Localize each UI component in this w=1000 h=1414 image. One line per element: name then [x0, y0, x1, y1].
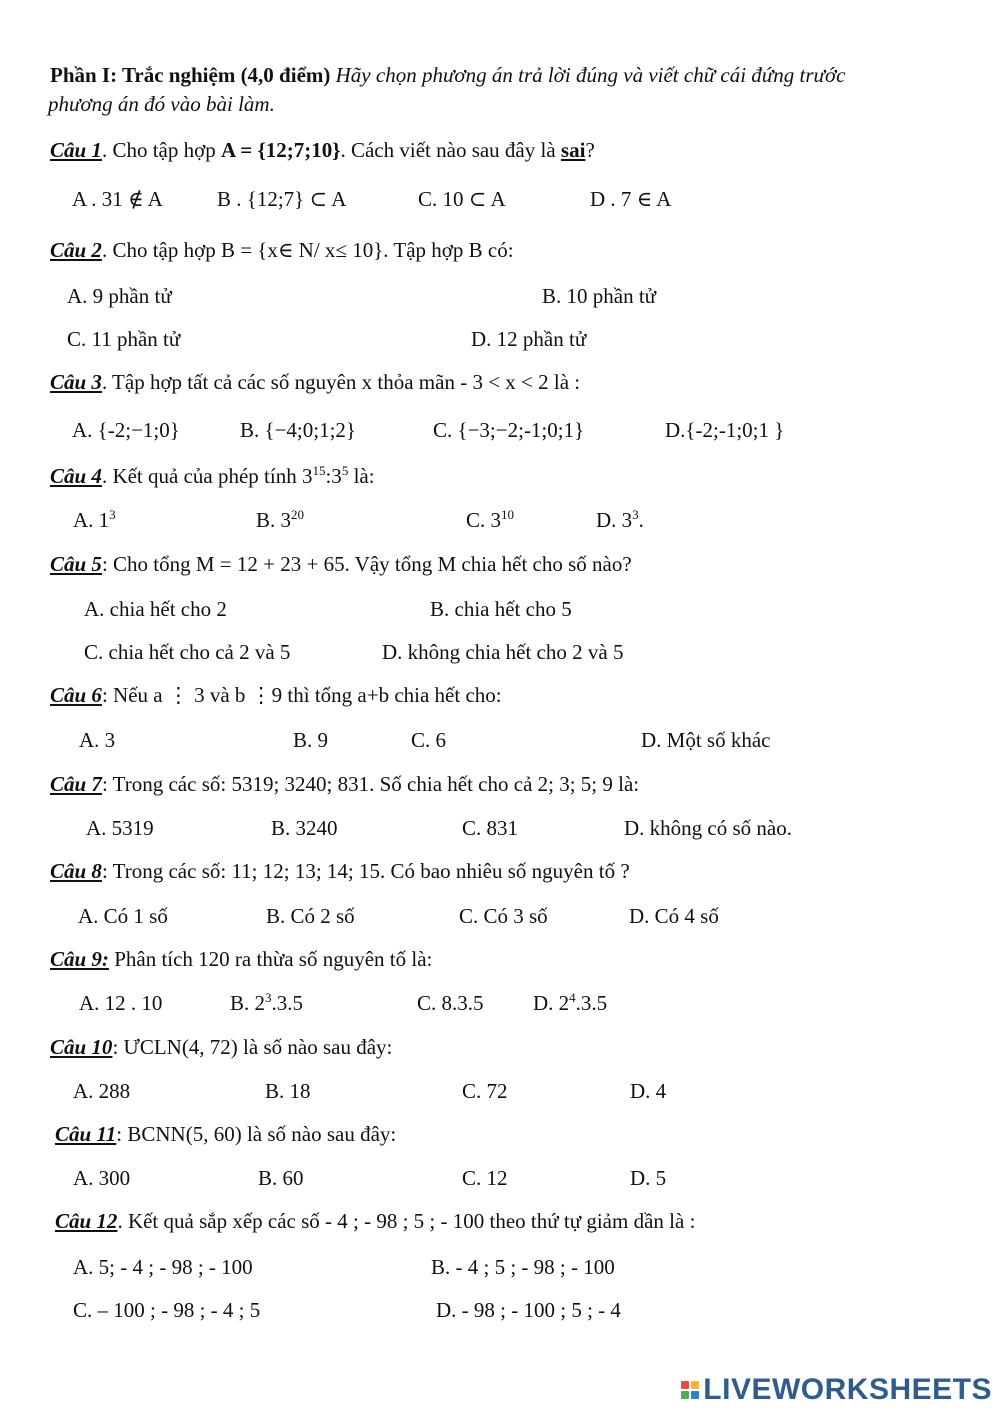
q11-option-b[interactable]: B. 60: [258, 1166, 304, 1190]
question-1-set: A = {12;7;10}: [220, 138, 341, 162]
q7-option-c[interactable]: C. 831: [462, 816, 519, 840]
part-instruction-2: phương án đó vào bài làm.: [48, 92, 275, 116]
question-3-label: Câu 3: [50, 370, 102, 394]
question-7-label: Câu 7: [50, 772, 102, 796]
question-4-exponent-1: 15: [312, 463, 326, 478]
q5-option-d[interactable]: D. không chia hết cho 2 và 5: [382, 640, 624, 664]
logo-square-4: [691, 1391, 699, 1399]
q9-option-d[interactable]: [533, 991, 607, 1016]
q2-option-c[interactable]: C. 11 phần tử: [67, 327, 181, 351]
q4-option-d-tail: .: [638, 508, 644, 532]
q9-option-b-exponent: 3: [265, 990, 272, 1005]
question-2-label: Câu 2: [50, 238, 102, 262]
question-1-label: Câu 1: [50, 138, 102, 162]
question-4-text-c: là:: [348, 464, 375, 488]
liveworksheets-logo: [681, 1372, 992, 1408]
q11-option-a[interactable]: A. 300: [73, 1166, 131, 1190]
q2-option-b[interactable]: B. 10 phần tử: [542, 284, 657, 308]
logo-square-3: [681, 1391, 689, 1399]
q9-option-d-tail: .3.5: [575, 991, 608, 1015]
q4-option-d[interactable]: [596, 508, 644, 533]
question-8-label: Câu 8: [50, 859, 102, 883]
question-4-text-a: . Kết quả của phép tính 3: [101, 464, 313, 488]
question-7: [50, 772, 639, 797]
q3-option-d[interactable]: D.{-2;-1;0;1 }: [665, 418, 785, 442]
q9-option-b-base: B. 2: [230, 991, 266, 1015]
q4-option-c-base: C. 3: [466, 508, 502, 532]
q6-option-c[interactable]: C. 6: [411, 728, 447, 752]
q9-option-d-exponent: 4: [569, 990, 576, 1005]
q12-option-d[interactable]: D. - 98 ; - 100 ; 5 ; - 4: [436, 1298, 621, 1322]
question-4-exponent-2: 5: [341, 463, 349, 478]
q4-option-c-exponent: 10: [501, 507, 515, 522]
question-11-label: Câu 11: [55, 1122, 117, 1146]
question-5-label: Câu 5: [50, 552, 102, 576]
q4-option-b-exponent: 20: [291, 507, 305, 522]
question-1-emphasis: sai: [560, 138, 586, 162]
q9-option-d-base: D. 2: [533, 991, 570, 1015]
q4-option-a[interactable]: [73, 508, 116, 533]
question-3-text: . Tập hợp tất cả các số nguyên x thỏa mãn - 3 < x < 2 là :: [101, 370, 581, 394]
q9-option-b[interactable]: [230, 991, 303, 1016]
question-1-text-a: . Cho tập hợp: [101, 138, 221, 162]
q4-option-b-base: B. 3: [256, 508, 292, 532]
q3-option-c[interactable]: C. {−3;−2;-1;0;1}: [433, 418, 585, 442]
question-12: [55, 1209, 695, 1234]
q7-option-d[interactable]: D. không có số nào.: [624, 816, 792, 840]
q4-option-d-base: D. 3: [596, 508, 633, 532]
question-11-text: : BCNN(5, 60) là số nào sau đây:: [116, 1122, 397, 1146]
q1-option-b[interactable]: B . {12;7} ⊂ A: [217, 187, 347, 211]
logo-square-1: [681, 1381, 689, 1389]
q8-option-b[interactable]: B. Có 2 số: [266, 904, 355, 928]
liveworksheets-logo-text: LIVEWORKSHEETS: [703, 1373, 992, 1406]
part-title: Phần I: Trắc nghiệm (4,0 điểm): [50, 63, 331, 87]
question-11: [55, 1122, 396, 1147]
q3-option-b[interactable]: B. {−4;0;1;2}: [240, 418, 357, 442]
question-10-text: : ƯCLN(4, 72) là số nào sau đây:: [112, 1035, 393, 1059]
q8-option-a[interactable]: A. Có 1 số: [78, 904, 168, 928]
q7-option-b[interactable]: B. 3240: [271, 816, 338, 840]
q9-option-a[interactable]: [79, 991, 162, 1016]
q10-option-b[interactable]: B. 18: [265, 1079, 311, 1103]
question-5: [50, 552, 632, 577]
question-12-text: . Kết quả sắp xếp các số - 4 ; - 98 ; 5 ; - 100 theo thứ tự giảm dần là :: [117, 1209, 696, 1233]
question-5-text: : Cho tổng M = 12 + 23 + 65. Vậy tổng M chia hết cho số nào?: [101, 552, 632, 576]
q12-option-c[interactable]: C. – 100 ; - 98 ; - 4 ; 5: [73, 1298, 261, 1322]
question-4-label: Câu 4: [50, 464, 102, 488]
question-1-text-c: ?: [585, 138, 595, 162]
liveworksheets-logo-icon: [681, 1381, 699, 1399]
q11-option-c[interactable]: C. 12: [462, 1166, 508, 1190]
question-4: [50, 464, 375, 489]
q4-option-d-exponent: 3: [632, 507, 639, 522]
question-1-text-b: . Cách viết nào sau đây là: [340, 138, 561, 162]
q3-option-a[interactable]: A. {-2;−1;0}: [72, 418, 180, 442]
question-7-text: : Trong các số: 5319; 3240; 831. Số chia hết cho cả 2; 3; 5; 9 là:: [101, 772, 640, 796]
q1-option-d[interactable]: D . 7 ∈ A: [590, 187, 672, 211]
q4-option-a-base: A. 1: [73, 508, 110, 532]
q1-option-c[interactable]: C. 10 ⊂ A: [418, 187, 506, 211]
part-instruction-1: Hãy chọn phương án trả lời đúng và viết chữ cái đứng trước: [335, 63, 846, 87]
q6-option-a[interactable]: A. 3: [79, 728, 116, 752]
q6-option-b[interactable]: B. 9: [293, 728, 329, 752]
question-4-text-b: :3: [325, 464, 342, 488]
question-6: [50, 683, 502, 708]
question-8: [50, 859, 630, 884]
q1-option-a[interactable]: A . 31 ∉ A: [72, 187, 163, 211]
q8-option-d[interactable]: D. Có 4 số: [629, 904, 719, 928]
question-2-text: . Cho tập hợp B = {x∈ N/ x≤ 10}. Tập hợp B có:: [101, 238, 514, 262]
q2-option-d[interactable]: D. 12 phần tử: [471, 327, 587, 351]
question-8-text: : Trong các số: 11; 12; 13; 14; 15. Có bao nhiêu số nguyên tố ?: [101, 859, 630, 883]
q9-option-b-tail: .3.5: [271, 991, 304, 1015]
q5-option-a[interactable]: A. chia hết cho 2: [84, 597, 227, 621]
question-6-text: : Nếu a ⋮ 3 và b ⋮9 thì tổng a+b chia hết cho:: [101, 683, 502, 707]
question-9-label: Câu 9:: [50, 947, 109, 971]
q9-option-c[interactable]: [417, 991, 484, 1016]
question-12-label: Câu 12: [55, 1209, 118, 1233]
q11-option-d[interactable]: D. 5: [630, 1166, 667, 1190]
q4-option-a-exponent: 3: [109, 507, 116, 522]
q10-option-a[interactable]: A. 288: [73, 1079, 131, 1103]
q12-option-a[interactable]: A. 5; - 4 ; - 98 ; - 100: [73, 1255, 253, 1279]
q9-option-c-text: C. 8.3.5: [417, 991, 484, 1015]
q10-option-d[interactable]: D. 4: [630, 1079, 667, 1103]
logo-square-2: [691, 1381, 699, 1389]
q5-option-b[interactable]: B. chia hết cho 5: [430, 597, 572, 621]
question-3: [50, 370, 580, 395]
q6-option-d[interactable]: D. Một số khác: [641, 728, 771, 752]
q2-option-a[interactable]: A. 9 phần tử: [67, 284, 172, 308]
q7-option-a[interactable]: A. 5319: [86, 816, 154, 840]
question-9-text: Phân tích 120 ra thừa số nguyên tố là:: [108, 947, 433, 971]
q4-option-c[interactable]: [466, 508, 514, 533]
q10-option-c[interactable]: C. 72: [462, 1079, 508, 1103]
q5-option-c[interactable]: C. chia hết cho cả 2 và 5: [84, 640, 291, 664]
q12-option-b[interactable]: B. - 4 ; 5 ; - 98 ; - 100: [431, 1255, 615, 1279]
q9-option-a-text: A. 12 . 10: [79, 991, 163, 1015]
q4-option-b[interactable]: [256, 508, 304, 533]
question-10: [50, 1035, 392, 1060]
q8-option-c[interactable]: C. Có 3 số: [459, 904, 548, 928]
question-6-label: Câu 6: [50, 683, 102, 707]
question-2: [50, 238, 514, 263]
question-10-label: Câu 10: [50, 1035, 113, 1059]
question-1: [50, 138, 595, 163]
part-heading: [50, 63, 846, 88]
question-9: [50, 947, 432, 972]
